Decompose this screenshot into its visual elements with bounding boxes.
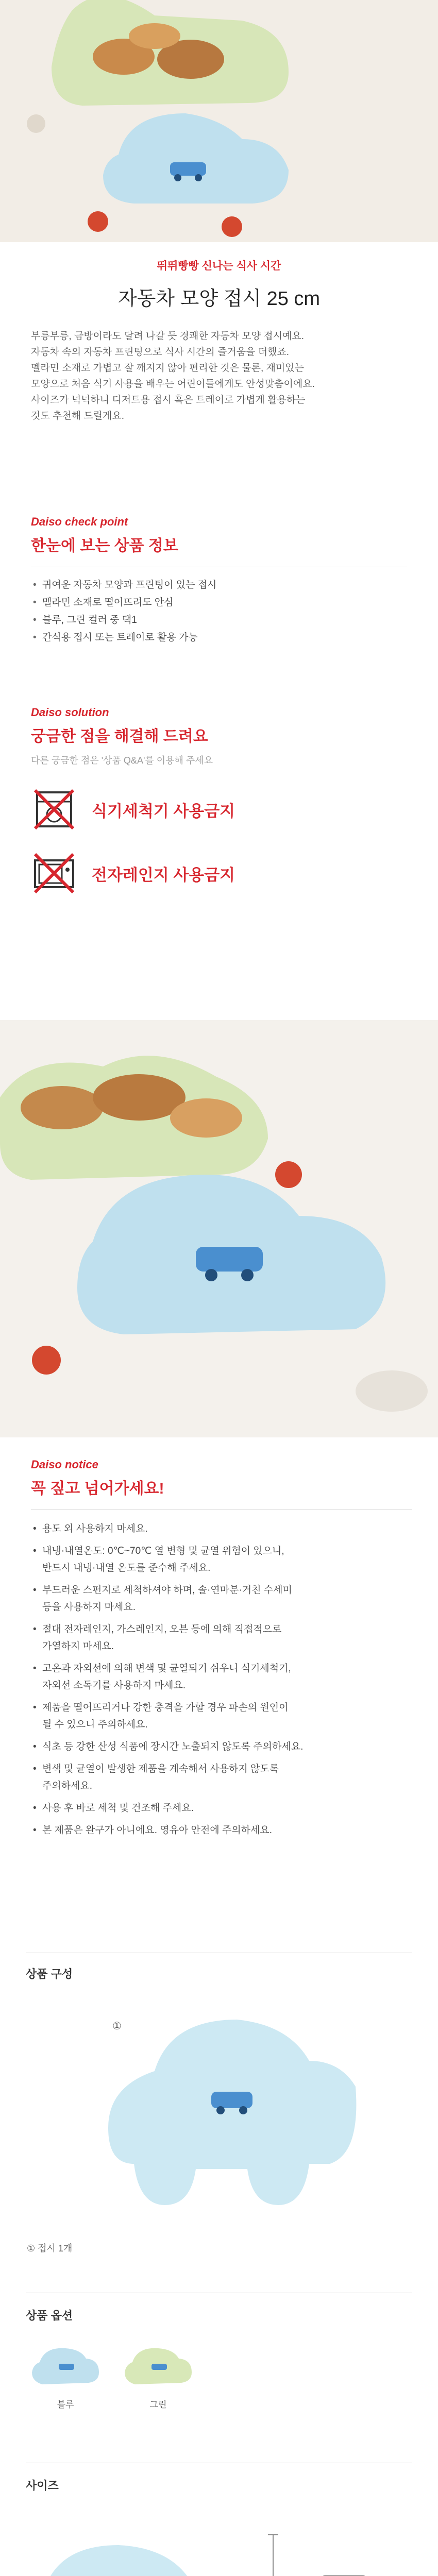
lifestyle-photo: [0, 1020, 438, 1437]
hero-title: 자동차 모양 접시 25 cm: [117, 288, 321, 310]
notice-list: [31, 1520, 412, 1839]
notice-item: • 고온과 자외선에 의해 변색 및 균열되기 쉬우니 식기세척기, 자외선 소독기를 사용하지 마세요.: [31, 1660, 412, 1694]
plate-photo: [0, 1999, 438, 2221]
notice-item: • 변색 및 균열이 발생한 제품을 계속해서 사용하지 않도록 주의하세요.: [31, 1760, 412, 1794]
size-diagram: [0, 2514, 438, 2576]
hero-section: [0, 258, 438, 424]
notice-item: • 부드러운 스펀지로 세척하셔야 하며, 솔·연마분·거친 수세미 등을 사용하지 마세요.: [31, 1582, 412, 1616]
notice-text: 본 제품은 완구가 아니에요. 영유아 안전에 주의하세요.: [42, 1825, 273, 1836]
notice-text: 반드시 내냉·내열 온도를 준수해 주세요.: [42, 1563, 211, 1573]
notice-text: 내냉·내열온도: 0℃~70℃ 열 변형 및 균열 위험이 있으니,: [42, 1546, 284, 1556]
hero-description-line: 사이즈가 넉넉하니 디저트용 접시 혹은 트레이로 가볍게 활용하는: [31, 395, 306, 405]
notice-item: • 용도 외 사용하지 마세요.: [33, 1523, 148, 1534]
notice-text: 제품을 떨어뜨리거나 강한 충격을 가할 경우 파손의 원인이: [42, 1702, 289, 1713]
warning-dishwasher-label: 식기세척기 사용금지: [92, 802, 235, 820]
checkpoint-list: [31, 577, 407, 647]
notice-text: 절대 전자레인지, 가스레인지, 오븐 등에 의해 직접적으로: [42, 1624, 282, 1635]
components-marker-caption: ①: [27, 2243, 36, 2253]
components-title: 상품 구성: [26, 1968, 73, 1980]
notice-text: 식초 등 강한 산성 식품에 장시간 노출되지 않도록 주의하세요.: [42, 1741, 304, 1752]
no-dishwasher-icon: [31, 786, 77, 833]
notice-text: 될 수 있으니 주의하세요.: [42, 1719, 148, 1730]
components-item: 접시 1개: [38, 2243, 73, 2253]
solution-subtitle: 다른 궁금한 점은 '상품 Q&A'를 이용해 주세요: [31, 755, 213, 766]
solution-section: [31, 706, 407, 896]
option-blue-swatch: [27, 2344, 104, 2391]
option-green-swatch: [120, 2344, 197, 2391]
notice-text: 사용 후 바로 세척 및 건조해 주세요.: [42, 1803, 194, 1814]
size-diagram-graphic: [0, 2514, 438, 2576]
notice-title: 꼭 짚고 넘어가세요!: [31, 1480, 164, 1497]
checkpoint-item: • 멜라민 소재로 떨어뜨려도 안심: [31, 594, 407, 612]
notice-text: 가열하지 마세요.: [42, 1641, 114, 1652]
notice-item: • 식초 등 강한 산성 식품에 장시간 노출되지 않도록 주의하세요.: [33, 1741, 304, 1752]
notice-item: • 절대 전자레인지, 가스레인지, 오븐 등에 의해 직접적으로 가열하지 마세요.: [31, 1621, 412, 1655]
hero-description-line: 모양으로 처음 식기 사용을 배우는 어린이들에게도 안성맞춤이에요.: [31, 379, 315, 389]
checkpoint-item: • 블루, 그린 컬러 중 택1: [31, 612, 407, 629]
hero-description-line: 것도 추천해 드릴게요.: [31, 411, 125, 421]
checkpoint-item: • 귀여운 자동차 모양과 프린팅이 있는 접시: [31, 577, 407, 594]
checkpoint-title: 한눈에 보는 상품 정보: [31, 537, 178, 554]
option-green-label: 그린: [149, 2400, 167, 2410]
notice-section: [31, 1458, 412, 1839]
option-blue-label: 블루: [57, 2400, 74, 2410]
components-caption: [27, 2241, 72, 2255]
notice-item: • 내냉·내열온도: 0℃~70℃ 열 변형 및 균열 위험이 있으니, 반드시 내냉·내열 온도를 준수해 주세요.: [31, 1543, 412, 1577]
components-marker: ①: [112, 2021, 122, 2032]
hero-description-line: 자동차 속의 자동차 프린팅으로 식사 시간의 즐거움을 더했죠.: [31, 347, 290, 358]
warning-microwave-label: 전자레인지 사용금지: [92, 866, 235, 884]
hero-description: [31, 328, 402, 424]
notice-text: 부드러운 스펀지로 세척하셔야 하며, 솔·연마분·거친 수세미: [42, 1585, 292, 1596]
notice-text: 자외선 소독기를 사용하지 마세요.: [42, 1680, 186, 1691]
options-title: 상품 옵션: [26, 2309, 73, 2322]
checkpoint-label: Daiso check point: [31, 515, 128, 528]
notice-text: 주의하세요.: [42, 1781, 93, 1791]
option-green[interactable]: [120, 2344, 197, 2410]
notice-text: 변색 및 균열이 발생한 제품을 계속해서 사용하지 않도록: [42, 1764, 279, 1774]
notice-item: • 사용 후 바로 세척 및 건조해 주세요.: [33, 1803, 194, 1814]
components-image: [0, 1999, 438, 2221]
checkpoint-item: • 간식용 접시 또는 트레이로 활용 가능: [31, 629, 407, 647]
lifestyle-photo-graphic: [0, 1020, 438, 1437]
notice-label: Daiso notice: [31, 1458, 98, 1471]
notice-item: • 제품을 떨어뜨리거나 강한 충격을 가할 경우 파손의 원인이 될 수 있으니 주의하세요.: [31, 1699, 412, 1733]
option-blue[interactable]: [27, 2344, 104, 2410]
hero-photo: [0, 0, 438, 242]
hero-tagline: 뛰뛰빵빵 신나는 식사 시간: [157, 260, 281, 272]
warning-microwave: [31, 850, 407, 896]
notice-text: 용도 외 사용하지 마세요.: [42, 1523, 148, 1534]
size-title: 사이즈: [26, 2479, 59, 2492]
hero-description-line: 멜라민 소재로 가볍고 잘 깨지지 않아 편리한 것은 물론, 재미있는: [31, 363, 304, 374]
no-microwave-icon: [31, 850, 77, 896]
notice-item: • 본 제품은 완구가 아니에요. 영유아 안전에 주의하세요.: [33, 1825, 273, 1836]
notice-text: 고온과 자외선에 의해 변색 및 균열되기 쉬우니 식기세척기,: [42, 1663, 291, 1674]
solution-label: Daiso solution: [31, 706, 109, 719]
solution-title: 궁금한 점을 해결해 드려요: [31, 728, 208, 745]
hero-photo-graphic: [0, 0, 438, 242]
checkpoint-section: [31, 515, 407, 647]
notice-text: 등을 사용하지 마세요.: [42, 1602, 136, 1613]
hero-description-line: 부릉부릉, 금방이라도 달려 나갈 듯 경쾌한 자동차 모양 접시예요.: [31, 331, 304, 342]
warning-dishwasher: [31, 786, 407, 833]
